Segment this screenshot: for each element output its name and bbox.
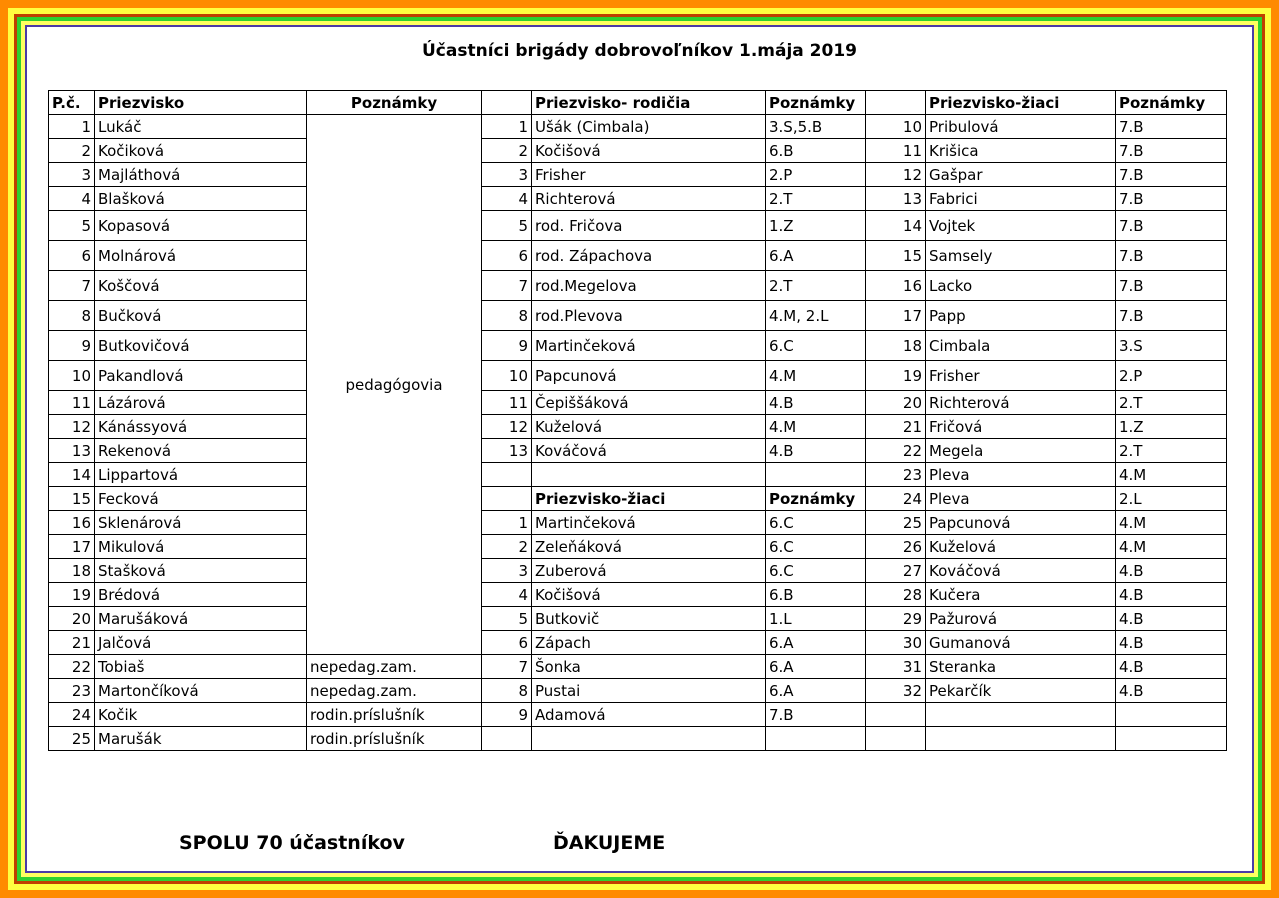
cell-number: 4 [482, 583, 532, 607]
cell-surname: Fabrici [926, 187, 1116, 211]
cell-number: 7 [482, 655, 532, 679]
cell-note: 7.B [1116, 271, 1227, 301]
cell-surname: rod. Zápachova [532, 241, 766, 271]
header-poznamky-ziaci: Poznámky [1116, 91, 1227, 115]
cell-note: 4.B [1116, 607, 1227, 631]
cell-number: 32 [866, 679, 926, 703]
cell-surname: Kočišová [532, 139, 766, 163]
cell-note: 4.M [1116, 511, 1227, 535]
cell-surname: Zeleňáková [532, 535, 766, 559]
cell-surname: Kánássyová [95, 415, 307, 439]
cell-number: 12 [482, 415, 532, 439]
cell-surname: Lukáč [95, 115, 307, 139]
cell-surname: Kuželová [532, 415, 766, 439]
cell-note: 6.A [766, 241, 866, 271]
cell-number: 9 [482, 703, 532, 727]
cell-note: 4.M [766, 415, 866, 439]
subheader-ziaci: Priezvisko-žiaci [532, 487, 766, 511]
cell-surname: Sklenárová [95, 511, 307, 535]
cell-surname: Papcunová [926, 511, 1116, 535]
page-title: Účastníci brigády dobrovoľníkov 1.mája 2019 [422, 41, 857, 61]
cell-note: 4.B [1116, 559, 1227, 583]
cell-surname: Zuberová [532, 559, 766, 583]
cell-note: rodin.príslušník [307, 727, 482, 751]
cell-number: 28 [866, 583, 926, 607]
cell-surname: Kováčová [926, 559, 1116, 583]
cell-number: 13 [49, 439, 95, 463]
cell-surname: Rekenová [95, 439, 307, 463]
cell-number [866, 703, 926, 727]
cell-number: 25 [49, 727, 95, 751]
cell-note: 6.A [766, 679, 866, 703]
cell-surname: Fričová [926, 415, 1116, 439]
cell-number: 1 [482, 115, 532, 139]
cell-note: 4.M [1116, 463, 1227, 487]
cell-number: 3 [49, 163, 95, 187]
cell-number [482, 727, 532, 751]
cell-surname: Marušák [95, 727, 307, 751]
cell-surname: Molnárová [95, 241, 307, 271]
header-priezvisko: Priezvisko [95, 91, 307, 115]
cell-number: 29 [866, 607, 926, 631]
cell-note: rodin.príslušník [307, 703, 482, 727]
header-poznamky: Poznámky [307, 91, 482, 115]
cell-number: 2 [482, 535, 532, 559]
cell-number: 11 [866, 139, 926, 163]
table-row [49, 559, 1227, 583]
header-poznamky-rodicia: Poznámky [766, 91, 866, 115]
cell-surname: Koščová [95, 271, 307, 301]
cell-number: 6 [49, 241, 95, 271]
cell-note: 1.L [766, 607, 866, 631]
cell-surname: Bučková [95, 301, 307, 331]
cell-number: 5 [482, 211, 532, 241]
cell-number: 10 [866, 115, 926, 139]
cell-surname: Adamová [532, 703, 766, 727]
cell-number: 3 [482, 163, 532, 187]
cell-surname: Pribulová [926, 115, 1116, 139]
cell-number: 16 [49, 511, 95, 535]
cell-surname [926, 727, 1116, 751]
cell-surname: Stašková [95, 559, 307, 583]
cell-number: 18 [49, 559, 95, 583]
cell-note: 6.B [766, 139, 866, 163]
cell-surname: Pustai [532, 679, 766, 703]
cell-number: 14 [866, 211, 926, 241]
cell-surname: Frisher [926, 361, 1116, 391]
cell-number: 16 [866, 271, 926, 301]
cell-note: 6.C [766, 559, 866, 583]
cell-surname [926, 703, 1116, 727]
cell-surname: Pekarčík [926, 679, 1116, 703]
cell-note: 7.B [1116, 241, 1227, 271]
cell-number: 20 [866, 391, 926, 415]
cell-note: nepedag.zam. [307, 655, 482, 679]
cell-number: 31 [866, 655, 926, 679]
cell-surname [532, 463, 766, 487]
cell-surname: Kočišová [532, 583, 766, 607]
cell-surname: Blašková [95, 187, 307, 211]
cell-number: 26 [866, 535, 926, 559]
cell-number: 2 [482, 139, 532, 163]
cell-number: 5 [49, 211, 95, 241]
cell-number: 1 [49, 115, 95, 139]
cell-surname: Martinčeková [532, 511, 766, 535]
cell-surname: Majláthová [95, 163, 307, 187]
cell-number: 13 [866, 187, 926, 211]
cell-number: 11 [49, 391, 95, 415]
cell-surname: Kočiková [95, 139, 307, 163]
cell-surname: rod.Megelova [532, 271, 766, 301]
cell-surname [532, 727, 766, 751]
table-row [49, 463, 1227, 487]
cell-note: 7.B [766, 703, 866, 727]
cell-merged-note: pedagógovia [307, 115, 482, 655]
table-row [49, 607, 1227, 631]
cell-surname: Gašpar [926, 163, 1116, 187]
table-row [49, 655, 1227, 679]
cell-number: 13 [482, 439, 532, 463]
cell-surname: Cimbala [926, 331, 1116, 361]
cell-note: 7.B [1116, 163, 1227, 187]
header-pc: P.č. [49, 91, 95, 115]
cell-number: 15 [49, 487, 95, 511]
subheader-poznamky: Poznámky [766, 487, 866, 511]
table-row [49, 301, 1227, 331]
cell-number: 17 [49, 535, 95, 559]
cell-number: 4 [49, 187, 95, 211]
table-row [49, 187, 1227, 211]
cell-number: 9 [49, 331, 95, 361]
cell-surname: Mikulová [95, 535, 307, 559]
cell-note: 1.Z [1116, 415, 1227, 439]
thanks-text: ĎAKUJEME [553, 832, 666, 854]
cell-note: 2.T [766, 187, 866, 211]
cell-surname: Marušáková [95, 607, 307, 631]
cell-number: 24 [49, 703, 95, 727]
cell-note: 4.B [1116, 679, 1227, 703]
cell-number: 20 [49, 607, 95, 631]
cell-number: 21 [866, 415, 926, 439]
document-page [25, 25, 1254, 873]
cell-surname: Papp [926, 301, 1116, 331]
cell-surname: Kuželová [926, 535, 1116, 559]
cell-number: 24 [866, 487, 926, 511]
cell-note: 7.B [1116, 301, 1227, 331]
cell-note: 4.B [1116, 631, 1227, 655]
cell-note: 4.M [1116, 535, 1227, 559]
cell-surname: Kučera [926, 583, 1116, 607]
cell-note: 7.B [1116, 115, 1227, 139]
cell-note: 6.C [766, 511, 866, 535]
cell-note [1116, 703, 1227, 727]
table-row [49, 361, 1227, 391]
cell-surname: Vojtek [926, 211, 1116, 241]
cell-surname: Gumanová [926, 631, 1116, 655]
cell-note: 2.P [766, 163, 866, 187]
cell-number: 8 [482, 679, 532, 703]
cell-number: 3 [482, 559, 532, 583]
participants-table [48, 90, 1227, 751]
cell-number: 21 [49, 631, 95, 655]
cell-number: 14 [49, 463, 95, 487]
cell-number: 17 [866, 301, 926, 331]
cell-surname: Zápach [532, 631, 766, 655]
header-ziaci: Priezvisko-žiaci [926, 91, 1116, 115]
cell-surname: Ušák (Cimbala) [532, 115, 766, 139]
cell-number: 6 [482, 631, 532, 655]
cell-note: 2.T [766, 271, 866, 301]
cell-note: 1.Z [766, 211, 866, 241]
cell-surname: Kováčová [532, 439, 766, 463]
cell-note [1116, 727, 1227, 751]
table-row [49, 115, 1227, 139]
cell-number: 22 [866, 439, 926, 463]
cell-surname: Tobiaš [95, 655, 307, 679]
cell-note: 4.B [1116, 583, 1227, 607]
cell-surname: Martinčeková [532, 331, 766, 361]
cell-note: 6.A [766, 655, 866, 679]
cell-note: 3.S,5.B [766, 115, 866, 139]
cell-note: 7.B [1116, 211, 1227, 241]
cell-surname: Pakandlová [95, 361, 307, 391]
cell-surname: Brédová [95, 583, 307, 607]
cell-note: 4.M, 2.L [766, 301, 866, 331]
cell-number [866, 727, 926, 751]
cell-number: 10 [49, 361, 95, 391]
cell-note: 3.S [1116, 331, 1227, 361]
table-row [49, 139, 1227, 163]
cell-note: 2.T [1116, 391, 1227, 415]
cell-number: 11 [482, 391, 532, 415]
cell-surname: Butkovičová [95, 331, 307, 361]
table-row [49, 331, 1227, 361]
cell-number: 23 [866, 463, 926, 487]
table-row [49, 511, 1227, 535]
cell-number: 2 [49, 139, 95, 163]
cell-surname: Čepiššáková [532, 391, 766, 415]
cell-number: 8 [482, 301, 532, 331]
cell-number: 27 [866, 559, 926, 583]
cell-surname: Megela [926, 439, 1116, 463]
cell-surname: rod. Fričova [532, 211, 766, 241]
table-header-row [49, 91, 1227, 115]
cell-number: 10 [482, 361, 532, 391]
table-row [49, 163, 1227, 187]
cell-number: 18 [866, 331, 926, 361]
cell-note: 2.T [1116, 439, 1227, 463]
table-row [49, 439, 1227, 463]
cell-surname: Lippartová [95, 463, 307, 487]
cell-note: 7.B [1116, 139, 1227, 163]
cell-note: 4.B [766, 391, 866, 415]
cell-number: 19 [866, 361, 926, 391]
cell-number: 30 [866, 631, 926, 655]
cell-surname: Lacko [926, 271, 1116, 301]
cell-surname: Pažurová [926, 607, 1116, 631]
cell-surname: Kočik [95, 703, 307, 727]
table-row [49, 271, 1227, 301]
cell-number [482, 463, 532, 487]
cell-number: 8 [49, 301, 95, 331]
header-empty [482, 91, 532, 115]
table-row [49, 703, 1227, 727]
cell-number: 12 [866, 163, 926, 187]
table-row [49, 679, 1227, 703]
cell-surname: Steranka [926, 655, 1116, 679]
cell-surname: Martončíková [95, 679, 307, 703]
table-row [49, 211, 1227, 241]
cell-empty [482, 487, 532, 511]
cell-number: 25 [866, 511, 926, 535]
cell-note [766, 463, 866, 487]
table-row [49, 583, 1227, 607]
cell-surname: Šonka [532, 655, 766, 679]
cell-surname: Lázárová [95, 391, 307, 415]
cell-note: 4.B [766, 439, 866, 463]
cell-surname: Pleva [926, 463, 1116, 487]
table-row [49, 727, 1227, 751]
table-row [49, 535, 1227, 559]
cell-surname: Pleva [926, 487, 1116, 511]
cell-surname: Kopasová [95, 211, 307, 241]
cell-note: nepedag.zam. [307, 679, 482, 703]
cell-surname: Frisher [532, 163, 766, 187]
header-empty [866, 91, 926, 115]
cell-surname: rod.Plevova [532, 301, 766, 331]
cell-number: 22 [49, 655, 95, 679]
cell-note: 7.B [1116, 187, 1227, 211]
table-row [49, 487, 1227, 511]
table-row [49, 241, 1227, 271]
cell-note: 6.C [766, 535, 866, 559]
cell-note: 6.C [766, 331, 866, 361]
table-row [49, 631, 1227, 655]
cell-surname: Samsely [926, 241, 1116, 271]
table-row [49, 415, 1227, 439]
cell-surname: Butkovič [532, 607, 766, 631]
cell-surname: Jalčová [95, 631, 307, 655]
header-rodicia: Priezvisko- rodičia [532, 91, 766, 115]
total-participants: SPOLU 70 účastníkov [179, 832, 405, 854]
cell-note [766, 727, 866, 751]
cell-note: 4.B [1116, 655, 1227, 679]
cell-number: 7 [482, 271, 532, 301]
cell-note: 6.A [766, 631, 866, 655]
cell-number: 7 [49, 271, 95, 301]
cell-number: 5 [482, 607, 532, 631]
cell-number: 12 [49, 415, 95, 439]
cell-note: 2.P [1116, 361, 1227, 391]
cell-surname: Papcunová [532, 361, 766, 391]
cell-number: 9 [482, 331, 532, 361]
cell-surname: Richterová [532, 187, 766, 211]
cell-number: 1 [482, 511, 532, 535]
cell-number: 6 [482, 241, 532, 271]
cell-surname: Fecková [95, 487, 307, 511]
cell-number: 4 [482, 187, 532, 211]
cell-number: 15 [866, 241, 926, 271]
cell-surname: Krišica [926, 139, 1116, 163]
cell-number: 19 [49, 583, 95, 607]
cell-number: 23 [49, 679, 95, 703]
cell-note: 2.L [1116, 487, 1227, 511]
table-row [49, 391, 1227, 415]
cell-note: 6.B [766, 583, 866, 607]
cell-note: 4.M [766, 361, 866, 391]
cell-surname: Richterová [926, 391, 1116, 415]
